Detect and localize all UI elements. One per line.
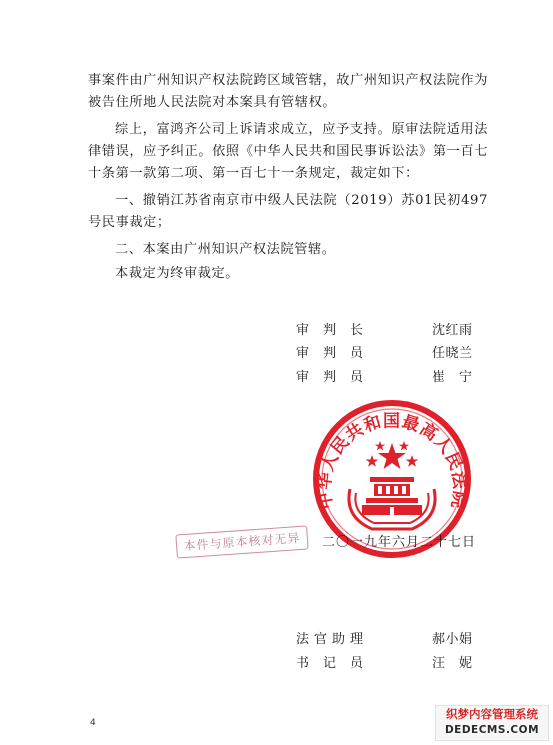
verified-copy-stamp: 本件与原本核对无异 (175, 525, 308, 558)
site-watermark[interactable] (435, 705, 549, 741)
ruling-item-1: 一、撤销江苏省南京市中级人民法院（2019）苏01民初497号民事裁定； (88, 193, 488, 230)
judge-name: 沈红雨 (432, 323, 473, 338)
seal-text: 中华人民共和国最高人民法院 (314, 411, 470, 511)
judge-name: 崔 宁 (432, 370, 473, 385)
judge-title: 审 判 员 (296, 370, 364, 385)
page-number: 4 (90, 718, 96, 728)
judge-name: 任晓兰 (432, 346, 473, 361)
ruling-item-2: 二、本案由广州知识产权法院管辖。 (115, 242, 336, 257)
paragraph-continuation: 事案件由广州知识产权法院跨区域管辖，故广州知识产权法院作为被告住所地人民法院对本案具有管辖权。 (88, 73, 488, 110)
watermark-title: 织梦内容管理系统 (446, 707, 538, 721)
judge-title: 审 判 长 (296, 323, 364, 338)
clerk-title: 法官助理 (296, 632, 369, 647)
judge-title: 审 判 员 (296, 346, 364, 361)
clerk-name: 汪 妮 (432, 656, 473, 671)
clerk-name: 郝小娟 (432, 632, 473, 647)
ruling-date: 二〇一九年六月二十七日 (322, 535, 477, 550)
clerk-title: 书 记 员 (296, 656, 364, 671)
final-ruling-statement: 本裁定为终审裁定。 (115, 266, 240, 281)
watermark-domain: DEDECMS.COM (444, 724, 540, 736)
paragraph-conclusion: 综上，富鸿齐公司上诉请求成立，应予支持。原审法院适用法律错误，应予纠正。依照《中华人民共和国民事诉讼法》第一百七十条第一款第二项、第一百七十一条规定，裁定如下： (88, 122, 488, 181)
